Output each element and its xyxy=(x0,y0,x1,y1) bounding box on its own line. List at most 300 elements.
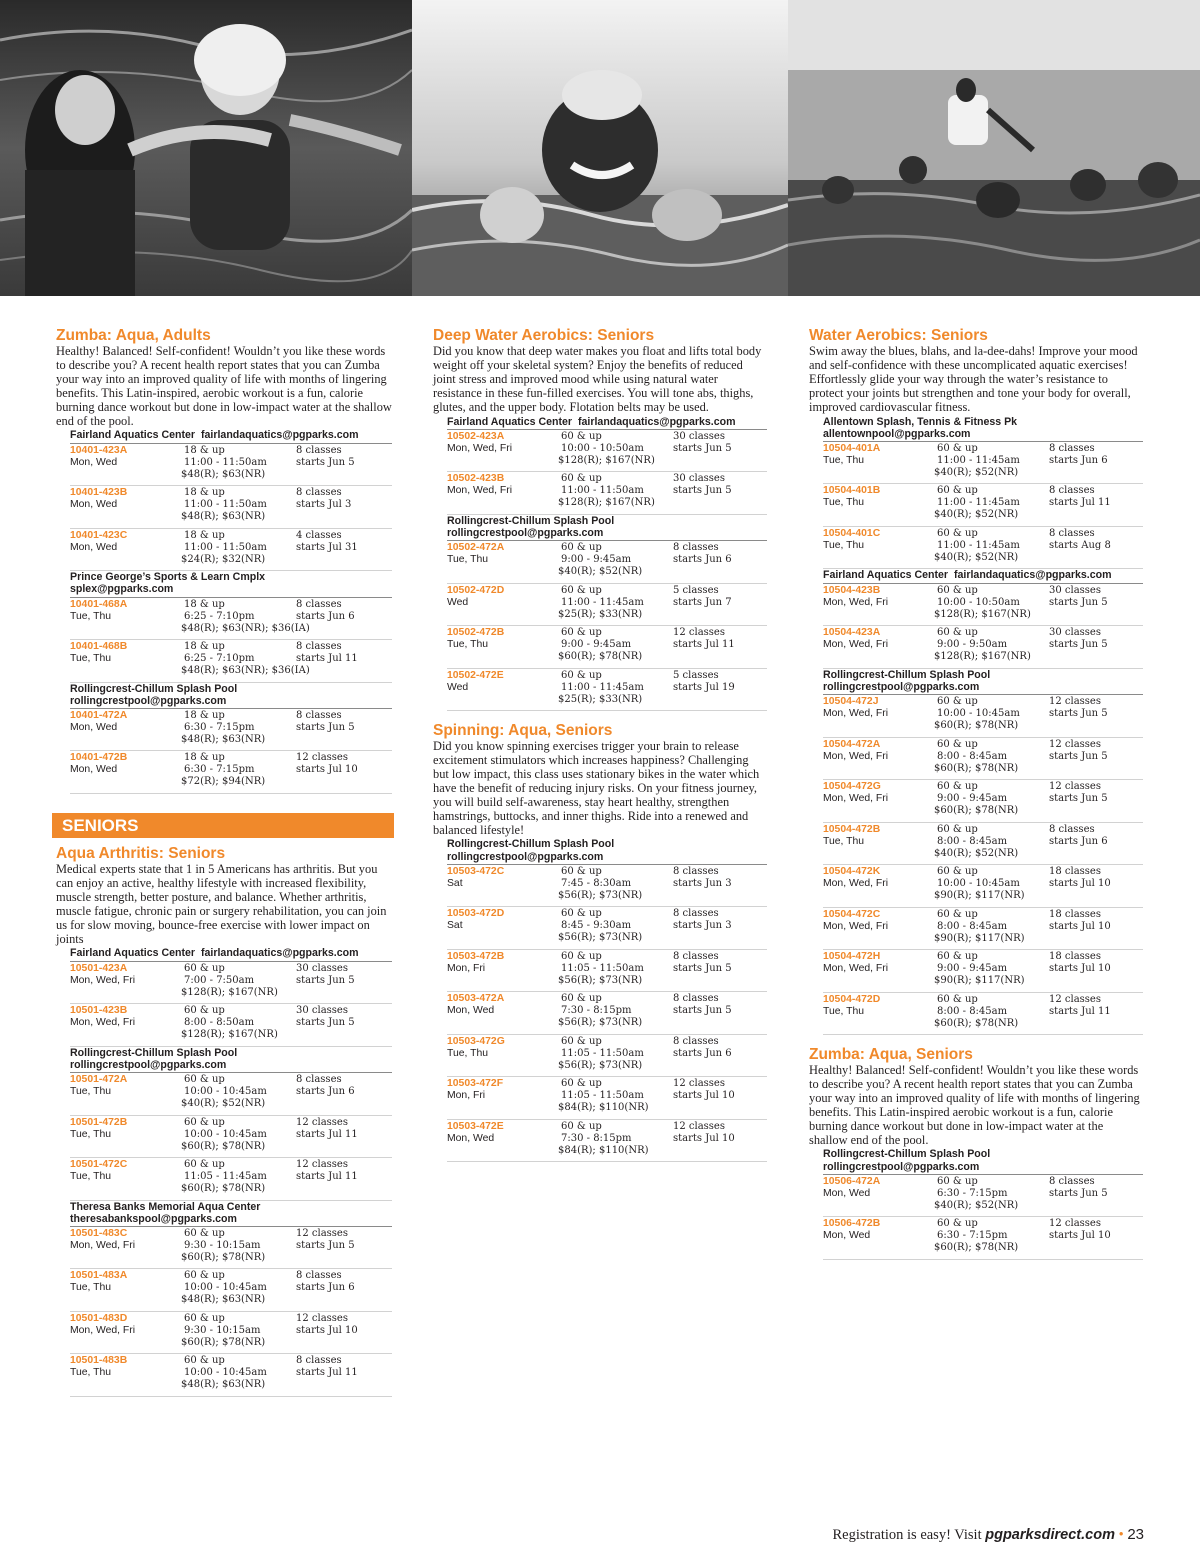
start-date: starts Jul 19 xyxy=(673,681,735,693)
location-email[interactable]: fairlandaquatics@pgparks.com xyxy=(201,429,359,442)
class-days: Mon, Wed, Fri xyxy=(823,878,889,890)
class-days: Mon, Fri xyxy=(447,1090,486,1102)
schedule-row xyxy=(823,780,1143,823)
start-date: starts Jun 5 xyxy=(296,1239,355,1251)
class-code[interactable]: 10401-423A xyxy=(70,444,128,456)
location-email[interactable]: fairlandaquatics@pgparks.com xyxy=(954,569,1112,582)
start-date: starts Jun 5 xyxy=(1049,793,1108,805)
class-fee: $60(R); $78(NR) xyxy=(181,1336,266,1348)
start-date: starts Jul 10 xyxy=(673,1090,735,1102)
start-date: starts Jul 11 xyxy=(296,1367,358,1379)
class-time: 9:00 - 9:45am xyxy=(937,963,1008,975)
location-email[interactable]: theresabankspool@pgparks.com xyxy=(70,1212,237,1225)
photo-strip xyxy=(0,0,1200,296)
class-time: 8:00 - 8:45am xyxy=(937,835,1008,847)
class-count: 8 classes xyxy=(1049,823,1095,835)
class-code[interactable]: 10501-483A xyxy=(70,1270,128,1282)
location-email[interactable]: splex@pgparks.com xyxy=(70,583,174,596)
class-count: 18 classes xyxy=(1049,908,1101,920)
class-fee: $84(R); $110(NR) xyxy=(558,1144,649,1156)
location-header xyxy=(823,669,1143,695)
class-code[interactable]: 10501-472A xyxy=(70,1074,128,1086)
start-date: starts Jun 3 xyxy=(673,920,732,932)
class-count: 8 classes xyxy=(673,993,719,1005)
class-code[interactable]: 10401-472B xyxy=(70,752,128,764)
location-name: Fairland Aquatics Center xyxy=(70,429,195,442)
start-date: starts Jun 3 xyxy=(673,877,732,889)
class-time: 11:00 - 11:45am xyxy=(937,497,1020,509)
class-count: 8 classes xyxy=(296,709,342,721)
schedule-row xyxy=(447,1077,767,1120)
class-code[interactable]: 10401-468A xyxy=(70,598,128,610)
start-date: starts Jun 5 xyxy=(296,456,355,468)
age-range: 60 & up xyxy=(561,865,602,877)
location-header xyxy=(447,416,767,430)
class-time: 7:30 - 8:15pm xyxy=(561,1005,632,1017)
age-range: 60 & up xyxy=(561,993,602,1005)
location-header xyxy=(447,838,767,864)
age-range: 18 & up xyxy=(184,641,225,653)
class-title: Zumba: Aqua, Seniors xyxy=(809,1046,973,1064)
class-count: 30 classes xyxy=(296,962,348,974)
location-name: Theresa Banks Memorial Aqua Center xyxy=(70,1200,261,1213)
class-days: Tue, Thu xyxy=(70,1367,112,1379)
location-header xyxy=(70,571,392,597)
schedule-row xyxy=(447,950,767,993)
class-fee: $128(R); $167(NR) xyxy=(558,454,655,466)
class-code[interactable]: 10504-472G xyxy=(823,781,881,793)
class-fee: $84(R); $110(NR) xyxy=(558,1102,649,1114)
class-count: 8 classes xyxy=(673,950,719,962)
class-count: 8 classes xyxy=(296,1270,342,1282)
class-days: Wed xyxy=(447,596,469,608)
class-days: Mon, Wed xyxy=(70,456,118,468)
schedule-row xyxy=(823,442,1143,485)
age-range: 18 & up xyxy=(184,529,225,541)
class-time: 9:00 - 9:45am xyxy=(561,639,632,651)
class-code[interactable]: 10504-423B xyxy=(823,584,881,596)
schedule-row xyxy=(447,584,767,627)
class-time: 10:00 - 10:45am xyxy=(937,708,1020,720)
schedule-row xyxy=(823,584,1143,627)
start-date: starts Jun 5 xyxy=(1049,639,1108,651)
class-code[interactable]: 10502-472D xyxy=(447,584,505,596)
class-code[interactable]: 10503-472G xyxy=(447,1035,505,1047)
class-days: Mon, Wed, Fri xyxy=(823,750,889,762)
class-description: Healthy! Balanced! Self-confident! Wouldn’t you like these words to describe you? A recent health report states that you can Zumba your way into an improved quality of life with months of lingering benefits. This Latin-inspired aerobic workout is a fun, calorie burning dance workout but done in low-impact water at the shallow end of the pool. xyxy=(809,1063,1140,1147)
class-time: 11:05 - 11:45am xyxy=(184,1171,267,1183)
class-zumba-aqua-adults xyxy=(56,326,392,794)
class-time: 11:05 - 11:50am xyxy=(561,1047,644,1059)
class-code[interactable]: 10401-472A xyxy=(70,709,128,721)
class-description: Medical experts state that 1 in 5 Americans has arthritis. But you can enjoy an active, healthy lifestyle with increased flexibility, muscle strength, better posture, and balance. Whether arthritis, muscle fatigue, chronic pain or surgery rehabilitation, you can join us for slow moving, bounce-free exercise with lower impact on joints xyxy=(56,862,387,946)
class-count: 8 classes xyxy=(673,1035,719,1047)
class-count: 8 classes xyxy=(1049,1175,1095,1187)
class-code[interactable]: 10501-483B xyxy=(70,1355,128,1367)
schedule-row xyxy=(70,1073,392,1116)
class-count: 30 classes xyxy=(296,1005,348,1017)
age-range: 60 & up xyxy=(184,1227,225,1239)
location-email[interactable]: rollingcrestpool@pgparks.com xyxy=(70,1058,227,1071)
age-range: 60 & up xyxy=(561,908,602,920)
class-time: 10:00 - 10:45am xyxy=(184,1367,267,1379)
class-fee: $25(R); $33(NR) xyxy=(558,693,643,705)
class-code[interactable]: 10504-401A xyxy=(823,442,881,454)
age-range: 60 & up xyxy=(184,1355,225,1367)
start-date: starts Jul 10 xyxy=(673,1132,735,1144)
class-code[interactable]: 10501-472C xyxy=(70,1159,128,1171)
class-code[interactable]: 10503-472C xyxy=(447,865,505,877)
class-time: 8:00 - 8:45am xyxy=(937,1005,1008,1017)
class-code[interactable]: 10506-472A xyxy=(823,1175,881,1187)
location-header xyxy=(70,947,392,961)
class-days: Tue, Thu xyxy=(823,497,865,509)
start-date: starts Jun 6 xyxy=(673,554,732,566)
start-date: starts Jul 3 xyxy=(296,499,352,511)
class-days: Mon, Wed, Fri xyxy=(823,963,889,975)
class-fee: $48(R); $63(NR) xyxy=(181,733,266,745)
schedule-row xyxy=(70,529,392,572)
start-date: starts Jun 5 xyxy=(296,974,355,986)
class-count: 12 classes xyxy=(296,752,348,764)
class-fee: $48(R); $63(NR) xyxy=(181,468,266,480)
class-code[interactable]: 10503-472B xyxy=(447,950,505,962)
class-time: 10:00 - 10:50am xyxy=(937,596,1020,608)
start-date: starts Jul 11 xyxy=(1049,497,1111,509)
photo-instructor-pool-class xyxy=(788,0,1200,296)
start-date: starts Jul 10 xyxy=(1049,920,1111,932)
location-header xyxy=(823,569,1143,583)
schedule-row xyxy=(70,962,392,1005)
class-days: Mon, Wed xyxy=(70,721,118,733)
class-fee: $56(R); $73(NR) xyxy=(558,932,643,944)
start-date: starts Jul 10 xyxy=(1049,878,1111,890)
location-email[interactable]: fairlandaquatics@pgparks.com xyxy=(201,947,359,960)
column-left xyxy=(56,326,392,794)
class-code[interactable]: 10501-483D xyxy=(70,1312,128,1324)
class-zumba-aqua-seniors xyxy=(809,1045,1143,1260)
class-code[interactable]: 10503-472A xyxy=(447,993,505,1005)
location-email[interactable]: allentownpool@pgparks.com xyxy=(823,427,971,440)
class-count: 18 classes xyxy=(1049,866,1101,878)
class-fee: $56(R); $73(NR) xyxy=(558,1059,643,1071)
class-days: Tue, Thu xyxy=(70,610,112,622)
age-range: 60 & up xyxy=(937,1218,978,1230)
start-date: starts Jun 5 xyxy=(1049,708,1108,720)
age-range: 60 & up xyxy=(561,473,602,485)
class-time: 6:25 - 7:10pm xyxy=(184,653,255,665)
class-code[interactable]: 10503-472D xyxy=(447,908,505,920)
class-fee: $40(R); $52(NR) xyxy=(934,551,1019,563)
class-code[interactable]: 10502-472A xyxy=(447,542,505,554)
class-code[interactable]: 10501-483C xyxy=(70,1227,128,1239)
class-code[interactable]: 10501-423B xyxy=(70,1005,128,1017)
class-time: 9:30 - 10:15am xyxy=(184,1239,261,1251)
class-time: 8:00 - 8:45am xyxy=(937,920,1008,932)
class-code[interactable]: 10502-423A xyxy=(447,430,505,442)
class-fee: $56(R); $73(NR) xyxy=(558,889,643,901)
start-date: starts Jul 10 xyxy=(1049,963,1111,975)
class-time: 6:30 - 7:15pm xyxy=(937,1187,1008,1199)
class-code[interactable]: 10502-472B xyxy=(447,627,505,639)
class-code[interactable]: 10504-472C xyxy=(823,908,881,920)
class-days: Mon, Wed xyxy=(70,764,118,776)
location-email[interactable]: rollingcrestpool@pgparks.com xyxy=(447,850,604,863)
class-time: 10:00 - 10:45am xyxy=(184,1086,267,1098)
class-days: Mon, Wed xyxy=(447,1132,495,1144)
start-date: starts Jun 6 xyxy=(296,1282,355,1294)
class-count: 8 classes xyxy=(673,865,719,877)
schedule-row xyxy=(70,1354,392,1397)
class-time: 11:00 - 11:45am xyxy=(561,596,644,608)
class-days: Tue, Thu xyxy=(70,653,112,665)
class-code[interactable]: 10504-472J xyxy=(823,696,879,708)
age-range: 60 & up xyxy=(561,1035,602,1047)
column-right xyxy=(809,326,1143,1260)
start-date: starts Jul 11 xyxy=(296,1171,358,1183)
age-range: 18 & up xyxy=(184,487,225,499)
location-name: Fairland Aquatics Center xyxy=(447,415,572,428)
class-fee: $90(R); $117(NR) xyxy=(934,975,1025,987)
section-header-seniors xyxy=(52,813,394,838)
class-fee: $128(R); $167(NR) xyxy=(934,608,1031,620)
class-count: 30 classes xyxy=(673,430,725,442)
class-title: Water Aerobics: Seniors xyxy=(809,327,988,344)
class-count: 5 classes xyxy=(673,584,719,596)
class-code[interactable]: 10501-472B xyxy=(70,1116,128,1128)
class-time: 6:25 - 7:10pm xyxy=(184,610,255,622)
class-time: 7:30 - 8:15pm xyxy=(561,1132,632,1144)
age-range: 60 & up xyxy=(937,738,978,750)
class-fee: $25(R); $33(NR) xyxy=(558,608,643,620)
class-code[interactable]: 10401-423C xyxy=(70,529,128,541)
class-days: Wed xyxy=(447,681,469,693)
schedule-row xyxy=(823,695,1143,738)
location-email[interactable]: rollingcrestpool@pgparks.com xyxy=(823,680,980,693)
class-fee: $40(R); $52(NR) xyxy=(934,466,1019,478)
class-count: 12 classes xyxy=(673,1078,725,1090)
schedule-row xyxy=(447,541,767,584)
class-days: Mon, Wed xyxy=(70,541,118,553)
class-days: Mon, Wed, Fri xyxy=(823,596,889,608)
class-code[interactable]: 10504-472D xyxy=(823,993,881,1005)
class-fee: $72(R); $94(NR) xyxy=(181,776,266,788)
class-fee: $56(R); $73(NR) xyxy=(558,1017,643,1029)
age-range: 60 & up xyxy=(184,1116,225,1128)
section-heading: SENIORS xyxy=(62,816,139,835)
age-range: 18 & up xyxy=(184,598,225,610)
age-range: 60 & up xyxy=(937,908,978,920)
registration-link[interactable]: pgparksdirect.com xyxy=(985,1527,1115,1543)
age-range: 60 & up xyxy=(561,430,602,442)
age-range: 60 & up xyxy=(937,1175,978,1187)
class-days: Mon, Wed, Fri xyxy=(823,793,889,805)
class-count: 8 classes xyxy=(673,542,719,554)
class-days: Mon, Wed xyxy=(823,1230,871,1242)
class-count: 12 classes xyxy=(296,1116,348,1128)
class-fee: $56(R); $73(NR) xyxy=(558,974,643,986)
class-fee: $40(R); $52(NR) xyxy=(558,566,643,578)
location-header xyxy=(823,416,1143,442)
class-time: 10:00 - 10:45am xyxy=(184,1282,267,1294)
location-email[interactable]: rollingcrestpool@pgparks.com xyxy=(70,694,227,707)
class-time: 11:00 - 11:45am xyxy=(937,454,1020,466)
schedule-row xyxy=(70,709,392,752)
location-email[interactable]: fairlandaquatics@pgparks.com xyxy=(578,415,736,428)
class-time: 6:30 - 7:15pm xyxy=(184,764,255,776)
schedule-row xyxy=(447,472,767,515)
age-range: 60 & up xyxy=(184,1074,225,1086)
class-time: 6:30 - 7:15pm xyxy=(184,721,255,733)
class-deep-water-aerobics-seniors xyxy=(433,326,767,711)
schedule-row xyxy=(823,865,1143,908)
class-code[interactable]: 10501-423A xyxy=(70,962,128,974)
class-code[interactable]: 10502-423B xyxy=(447,473,505,485)
class-fee: $48(R); $63(NR) xyxy=(181,1379,266,1391)
class-days: Tue, Thu xyxy=(823,539,865,551)
class-time: 6:30 - 7:15pm xyxy=(937,1230,1008,1242)
class-count: 8 classes xyxy=(296,1355,342,1367)
class-code[interactable]: 10401-423B xyxy=(70,487,128,499)
age-range: 18 & up xyxy=(184,444,225,456)
start-date: starts Jun 5 xyxy=(1049,1187,1108,1199)
class-count: 12 classes xyxy=(296,1159,348,1171)
location-email[interactable]: rollingcrestpool@pgparks.com xyxy=(823,1160,980,1173)
class-days: Mon, Wed, Fri xyxy=(70,1017,136,1029)
class-time: 10:00 - 10:45am xyxy=(184,1128,267,1140)
schedule-row xyxy=(70,1227,392,1270)
class-fee: $60(R); $78(NR) xyxy=(934,1017,1019,1029)
start-date: starts Jun 7 xyxy=(673,596,732,608)
class-time: 11:05 - 11:50am xyxy=(561,962,644,974)
class-code[interactable]: 10504-401C xyxy=(823,527,881,539)
schedule-row xyxy=(823,738,1143,781)
start-date: starts Jul 11 xyxy=(296,653,358,665)
class-time: 10:00 - 10:50am xyxy=(561,442,644,454)
start-date: starts Jul 31 xyxy=(296,541,358,553)
class-time: 11:00 - 11:50am xyxy=(184,456,267,468)
start-date: starts Jun 6 xyxy=(296,1086,355,1098)
age-range: 60 & up xyxy=(561,669,602,681)
location-name: Rollingcrest-Chillum Splash Pool xyxy=(823,1148,991,1161)
class-days: Mon, Wed, Fri xyxy=(447,485,513,497)
class-time: 9:00 - 9:45am xyxy=(561,554,632,566)
age-range: 60 & up xyxy=(937,823,978,835)
age-range: 60 & up xyxy=(184,1312,225,1324)
class-fee: $40(R); $52(NR) xyxy=(934,847,1019,859)
class-days: Sat xyxy=(447,877,463,889)
age-range: 60 & up xyxy=(937,527,978,539)
class-days: Tue, Thu xyxy=(70,1128,112,1140)
start-date: starts Jun 6 xyxy=(1049,454,1108,466)
location-header xyxy=(447,515,767,541)
location-name: Rollingcrest-Chillum Splash Pool xyxy=(447,514,615,527)
photo-aqua-class-women xyxy=(0,0,412,296)
class-code[interactable]: 10504-472H xyxy=(823,951,881,963)
start-date: starts Jul 10 xyxy=(296,764,358,776)
age-range: 60 & up xyxy=(937,584,978,596)
class-count: 12 classes xyxy=(673,1120,725,1132)
schedule-row xyxy=(823,908,1143,951)
class-time: 11:00 - 11:50am xyxy=(561,485,644,497)
start-date: starts Jun 6 xyxy=(296,610,355,622)
class-title: Aqua Arthritis: Seniors xyxy=(56,845,226,862)
class-count: 8 classes xyxy=(296,487,342,499)
class-code[interactable]: 10504-472K xyxy=(823,866,881,878)
schedule-row xyxy=(70,444,392,487)
class-count: 30 classes xyxy=(1049,584,1101,596)
class-days: Tue, Thu xyxy=(823,454,865,466)
start-date: starts Jun 5 xyxy=(1049,750,1108,762)
schedule-row xyxy=(447,992,767,1035)
class-code[interactable]: 10502-472E xyxy=(447,669,504,681)
class-days: Tue, Thu xyxy=(70,1086,112,1098)
class-fee: $128(R); $167(NR) xyxy=(558,497,655,509)
class-time: 9:00 - 9:45am xyxy=(937,793,1008,805)
class-code[interactable]: 10401-468B xyxy=(70,641,128,653)
class-code[interactable]: 10503-472F xyxy=(447,1078,504,1090)
class-days: Mon, Wed, Fri xyxy=(447,442,513,454)
schedule-row xyxy=(70,1269,392,1312)
schedule-row xyxy=(447,1120,767,1163)
class-code[interactable]: 10504-423A xyxy=(823,627,881,639)
class-count: 8 classes xyxy=(1049,527,1095,539)
schedule-row xyxy=(70,1004,392,1047)
age-range: 60 & up xyxy=(184,1005,225,1017)
class-fee: $48(R); $63(NR) xyxy=(181,511,266,523)
class-spinning-aqua-seniors xyxy=(433,721,767,1162)
class-title: Spinning: Aqua, Seniors xyxy=(433,722,613,740)
start-date: starts Jun 5 xyxy=(296,1017,355,1029)
class-count: 5 classes xyxy=(673,669,719,681)
class-time: 11:00 - 11:50am xyxy=(184,541,267,553)
class-time: 9:00 - 9:50am xyxy=(937,639,1008,651)
class-days: Tue, Thu xyxy=(70,1282,112,1294)
location-header xyxy=(70,1201,392,1227)
class-code[interactable]: 10504-401B xyxy=(823,485,881,497)
schedule-row xyxy=(823,950,1143,993)
schedule-row xyxy=(70,486,392,529)
class-days: Mon, Wed, Fri xyxy=(823,708,889,720)
location-header xyxy=(70,683,392,709)
class-code[interactable]: 10506-472B xyxy=(823,1218,881,1230)
class-code[interactable]: 10503-472E xyxy=(447,1120,504,1132)
class-code[interactable]: 10504-472A xyxy=(823,738,881,750)
age-range: 60 & up xyxy=(937,951,978,963)
location-header xyxy=(70,429,392,443)
location-name: Rollingcrest-Chillum Splash Pool xyxy=(823,668,991,681)
age-range: 18 & up xyxy=(184,709,225,721)
class-description: Did you know that deep water makes you float and lifts total body weight off your skeletal system? Enjoy the benefits of reduced joint stress and improved mood while using natural water resistance in these fun-filled exercises. You will tone abs, thighs, glutes, and the upper body. Flotation belts may be used. xyxy=(433,344,762,414)
class-days: Mon, Wed, Fri xyxy=(70,974,136,986)
class-time: 11:05 - 11:50am xyxy=(561,1090,644,1102)
class-days: Tue, Thu xyxy=(447,554,489,566)
schedule-row xyxy=(823,823,1143,866)
schedule-row xyxy=(447,430,767,473)
class-fee: $60(R); $78(NR) xyxy=(181,1140,266,1152)
class-days: Mon, Wed xyxy=(447,1005,495,1017)
age-range: 60 & up xyxy=(561,950,602,962)
class-count: 8 classes xyxy=(296,444,342,456)
schedule-row xyxy=(823,1175,1143,1218)
start-date: starts Jun 5 xyxy=(673,485,732,497)
class-days: Mon, Wed, Fri xyxy=(70,1239,136,1251)
start-date: starts Jul 10 xyxy=(1049,1230,1111,1242)
class-code[interactable]: 10504-472B xyxy=(823,823,881,835)
class-fee: $40(R); $52(NR) xyxy=(181,1098,266,1110)
location-email[interactable]: rollingcrestpool@pgparks.com xyxy=(447,526,604,539)
schedule-row xyxy=(70,640,392,683)
